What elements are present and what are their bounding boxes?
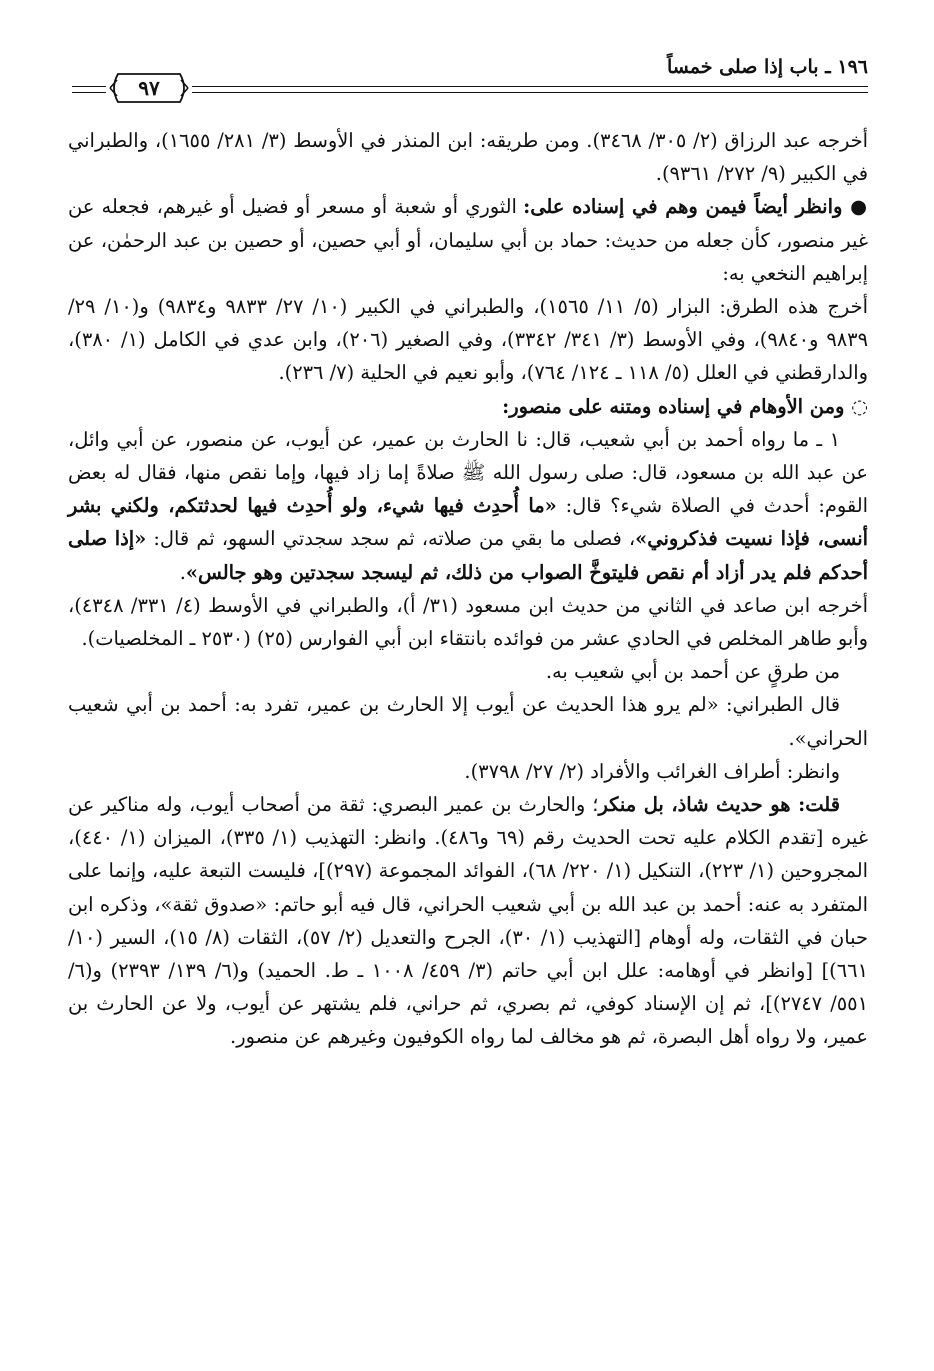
text-run: قال الطبراني: «لم يرو هذا الحديث عن أيوب إلا الحارث بن عمير، تفرد به: أحمد بن أبي شعيب الحراني». — [68, 693, 868, 750]
paragraph — [68, 655, 868, 688]
paragraph — [68, 390, 868, 423]
paragraph — [68, 788, 868, 1054]
header-rule — [192, 92, 868, 93]
page-header — [72, 56, 868, 110]
text-run: ؛ والحارث بن عمير البصري: ثقة من أصحاب أيوب، وله مناكير عن غيره [تقدم الكلام عليه تحت الحديث رقم (٦٩ و٤٨٦). وانظر: التهذيب (١/ ٣٣٥)، الميزان (١/ ٤٤٠)، المجروحين (١/ ٢٢٣)، التنكيل (١/ ٢٢٠/ ٦٨)، الفوائد المجموعة (٢٩٧)]، فليست التبعة عليه، وإنما على المتفرد به عنه: أحمد بن عبد الله بن أبي شعيب الحراني، قال فيه أبو حاتم: «صدوق ثقة»، وذكره ابن حبان في الثقات، وله أوهام [التهذيب (١/ ٣٠)، الجرح والتعديل (٢/ ٥٧)، الثقات (٨/ ١٥)، السير (١٠/ ٦٦١)] [وانظر في أوهامه: علل ابن أبي حاتم (٣/ ٤٥٩/ ١٠٠٨ ـ ط. الحميد) و(٦/ ١٣٩/ ٢٣٩٣) و(٦/ ٥٥١/ ٢٧٤٧)]، ثم إن الإسناد كوفي، ثم بصري، ثم حراني، فلم يشتهر عن أيوب، ولا عن الحارث بن عمير، ولا رواه أهل البصرة، ثم هو مخالف لما رواه الكوفيون وغيرهم عن منصور. — [68, 793, 869, 1049]
text-run: وانظر: أطراف الغرائب والأفراد (٢/ ٢٧/ ٣٧٩٨). — [464, 759, 840, 783]
text-run: . — [179, 560, 186, 584]
page-body — [68, 124, 868, 1054]
paragraph — [68, 589, 868, 655]
text-run: ١ ـ ما رواه أحمد بن أبي شعيب، قال: نا الحارث بن عمير، عن أيوب، عن منصور، عن أبي وائل، عن عبد الله بن مسعود، قال: صلى رسول الله ﷺ صلاةً إما زاد فيها، وإما نقص منها، فقال له بعض القوم: أحدث في الصلاة شيء؟ قال: — [68, 427, 869, 518]
bold-text: وانظر أيضاً فيمن وهم في إسناده على: — [523, 195, 843, 219]
paragraph — [68, 755, 868, 788]
bold-text: «إذا صلى أحدكم فلم يدر أزاد أم نقص فليتوخَّ الصواب من ذلك، ثم ليسجد سجدتين وهو جالس» — [68, 527, 868, 584]
bold-text: «ما أُحدِث فيها شيء، ولو أُحدِث فيها لحدثتكم، ولكني بشر أنسى، فإذا نسيت فذكروني» — [68, 494, 868, 551]
header-rule — [72, 86, 106, 87]
bold-text: ومن الأوهام في إسناده ومتنه على منصور: — [502, 394, 845, 418]
text-run: الثوري أو شعبة أو مسعر أو فضيل أو غيرهم، فجعله عن غير منصور، كأن جعله من حديث: حماد بن أبي سليمان، أو أبي حصين، أو حصين بن عبد الرحمٰن، عن إبراهيم النخعي به: — [68, 195, 868, 285]
text-run: أخرجه عبد الرزاق (٢/ ٣٠٥/ ٣٤٦٨). ومن طريقه: ابن المنذر في الأوسط (٣/ ٢٨١/ ١٦٥٥)، والطبراني في الكبير (٩/ ٢٧٢/ ٩٣٦١). — [68, 129, 869, 186]
paragraph — [68, 124, 868, 190]
page-number: ٩٧ — [138, 76, 160, 100]
paragraph — [68, 688, 868, 754]
bold-text: ● — [842, 195, 868, 219]
header-rule — [72, 92, 106, 93]
page-number-frame — [108, 70, 190, 106]
paragraph — [68, 423, 868, 589]
bold-text: قلت: هو حديث شاذ، بل منكر — [598, 793, 840, 817]
paragraph — [68, 190, 868, 290]
header-rule — [192, 86, 868, 87]
text-run: أخرج هذه الطرق: البزار (٥/ ١١/ ١٥٦٥)، والطبراني في الكبير (١٠/ ٢٧/ ٩٨٣٣ و٩٨٣٤) و(١٠/ ٢٩/ ٩٨٣٩ و٩٨٤٠)، وفي الأوسط (٣/ ٣٤١/ ٣٣٤٢)، وفي الصغير (٢٠٦)، وابن عدي في الكامل (١/ ٣٨٠)، والدارقطني في العلل (٥/ ١١٨ ـ ١٢٤/ ٧٦٤)، وأبو نعيم في الحلية (٧/ ٢٣٦). — [68, 295, 869, 385]
bold-text: ◌ — [844, 394, 868, 418]
chapter-title: ١٩٦ ـ باب إذا صلى خمساً — [667, 56, 868, 78]
paragraph — [68, 290, 868, 390]
text-run: أخرجه ابن صاعد في الثاني من حديث ابن مسعود (٣١/ أ)، والطبراني في الأوسط (٤/ ٣٣١/ ٤٣٤٨)، وأبو طاهر المخلص في الحادي عشر من فوائده بانتقاء ابن أبي الفوارس (٢٥) (٢٥٣٠ ـ المخلصيات). — [68, 593, 868, 651]
text-run: من طرقٍ عن أحمد بن أبي شعيب به. — [545, 660, 840, 684]
text-run: ، فصلى ما بقي من صلاته، ثم سجد سجدتي السهو، ثم قال: — [146, 527, 636, 551]
